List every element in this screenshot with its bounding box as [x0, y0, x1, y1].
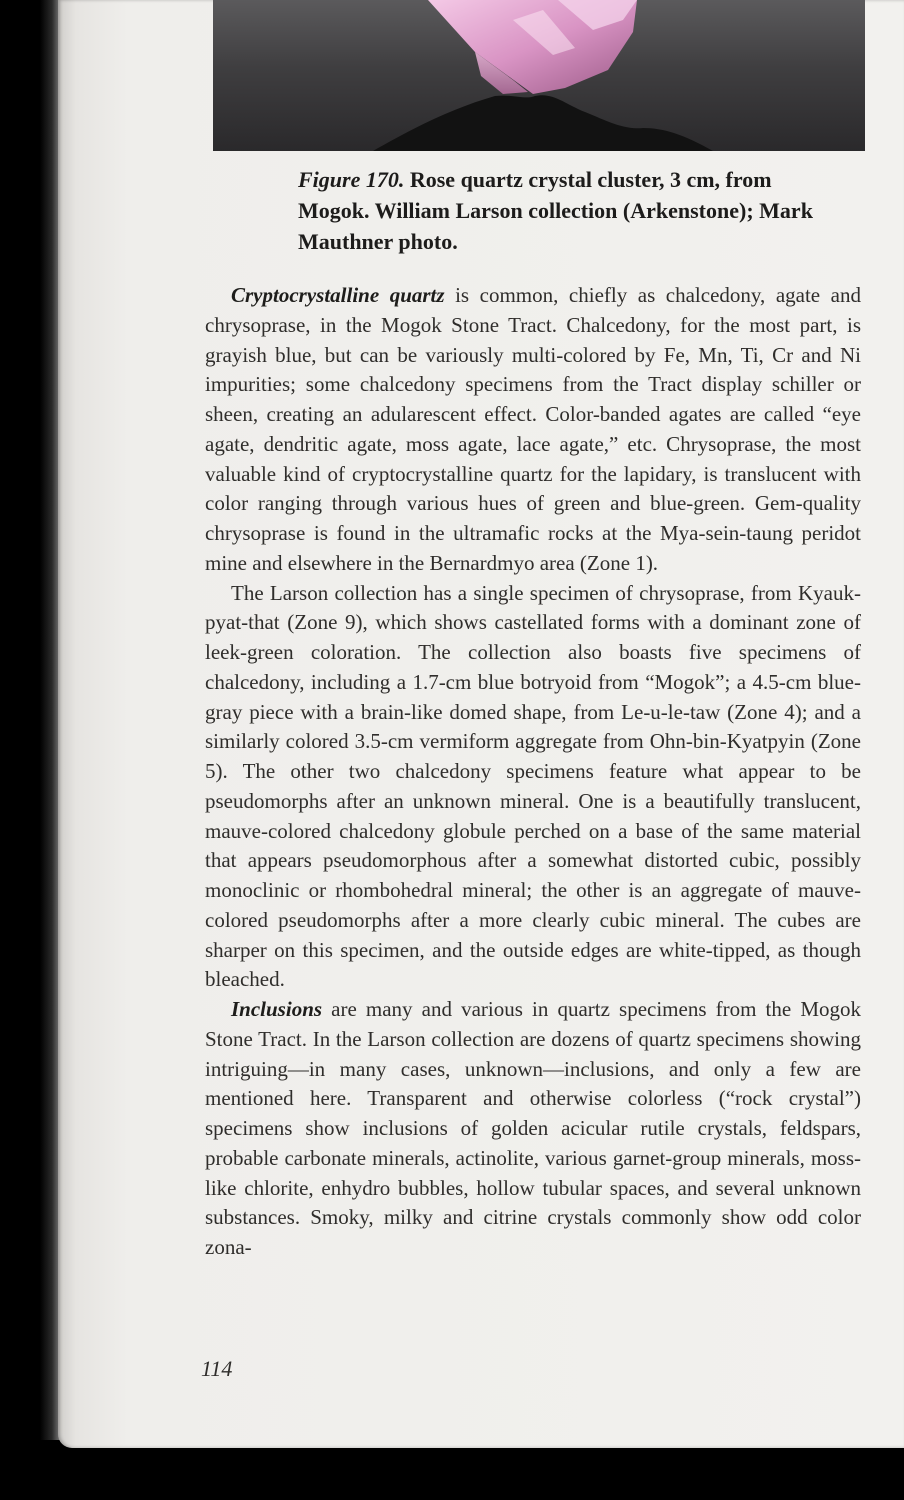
- figure-caption: [298, 164, 818, 257]
- paragraph-inclusions: [205, 995, 861, 1263]
- matrix-rock: [373, 95, 713, 151]
- paragraph-lead: Cryptocrystalline quartz: [231, 283, 445, 307]
- paragraph-text: are many and various in quartz specimens from the Mogok Stone Tract. In the Larson collection are dozens of quartz specimens showing intriguing—in many cases, unknown—inclusions, and only a few are mentioned here. Transparent and otherwise colorless (“rock crystal”) specimens show inclusions of golden acicular rutile crystals, feldspars, probable carbonate minerals, actinolite, various garnet-group minerals, moss-like chlorite, enhydro bubbles, hollow tubular spaces, and several unknown substances. Smoky, milky and citrine crystals commonly show odd color zona-: [205, 997, 861, 1259]
- spine-shadow: [40, 0, 60, 1440]
- page-number: 114: [201, 1356, 233, 1381]
- crystal-cluster-illustration: [213, 0, 865, 151]
- body-text: [205, 281, 861, 1263]
- paragraph-cryptocrystalline: [205, 281, 861, 579]
- paragraph-lead: Inclusions: [231, 997, 323, 1021]
- rose-quartz-photo: [213, 0, 865, 151]
- paragraph-text: The Larson collection has a single specimen of chrysoprase, from Kyauk-pyat-that (Zone 9), which shows castellated forms with a dominant zone of leek-green coloration. The collection also boasts five specimens of chalcedony, including a 1.7-cm blue botryoid from “Mogok”; a 4.5-cm blue-gray piece with a brain-like domed shape, from Le-u-le-taw (Zone 4); and a similarly colored 3.5-cm vermiform aggregate from Ohn-bin-Kyatpyin (Zone 5). The other two chalcedony specimens feature what appear to be pseudomorphs after an unknown mineral. One is a beautifully translucent, mauve-colored chalcedony globule perched on a base of the same material that appears pseudomorphous after a somewhat distorted cubic, possibly monoclinic or rhombohedral mineral; the other is an aggregate of mauve-colored pseudomorphs after a more clearly cubic mineral. The cubes are sharper on this specimen, and the outside edges are white-tipped, as though bleached.: [205, 580, 861, 992]
- paragraph-text: is common, chiefly as chalcedony, agate and chrysoprase, in the Mogok Stone Tract. Chalcedony, for the most part, is grayish blue, but can be variously multi-colored by Fe, Mn, Ti, Cr and Ni impurities; some chalcedony specimens from the Tract display schiller or sheen, creating an adularescent effect. Color-banded agates are called “eye agate, dendritic agate, moss agate, lace agate,” etc. Chrysoprase, the most valuable kind of cryptocrystalline quartz for the lapidary, is translucent with color ranging through various hues of green and blue-green. Gem-quality chrysoprase is found in the ultramafic rocks at the Mya-sein-taung peridot mine and elsewhere in the Bernardmyo area (Zone 1).: [205, 283, 861, 575]
- figure-caption-text: Rose quartz crystal cluster, 3 cm, from Mogok. William Larson collection (Arkenstone); Mark Mauthner photo.: [298, 167, 813, 254]
- figure-label: Figure 170.: [298, 167, 405, 192]
- paragraph-larson-collection: [205, 579, 861, 996]
